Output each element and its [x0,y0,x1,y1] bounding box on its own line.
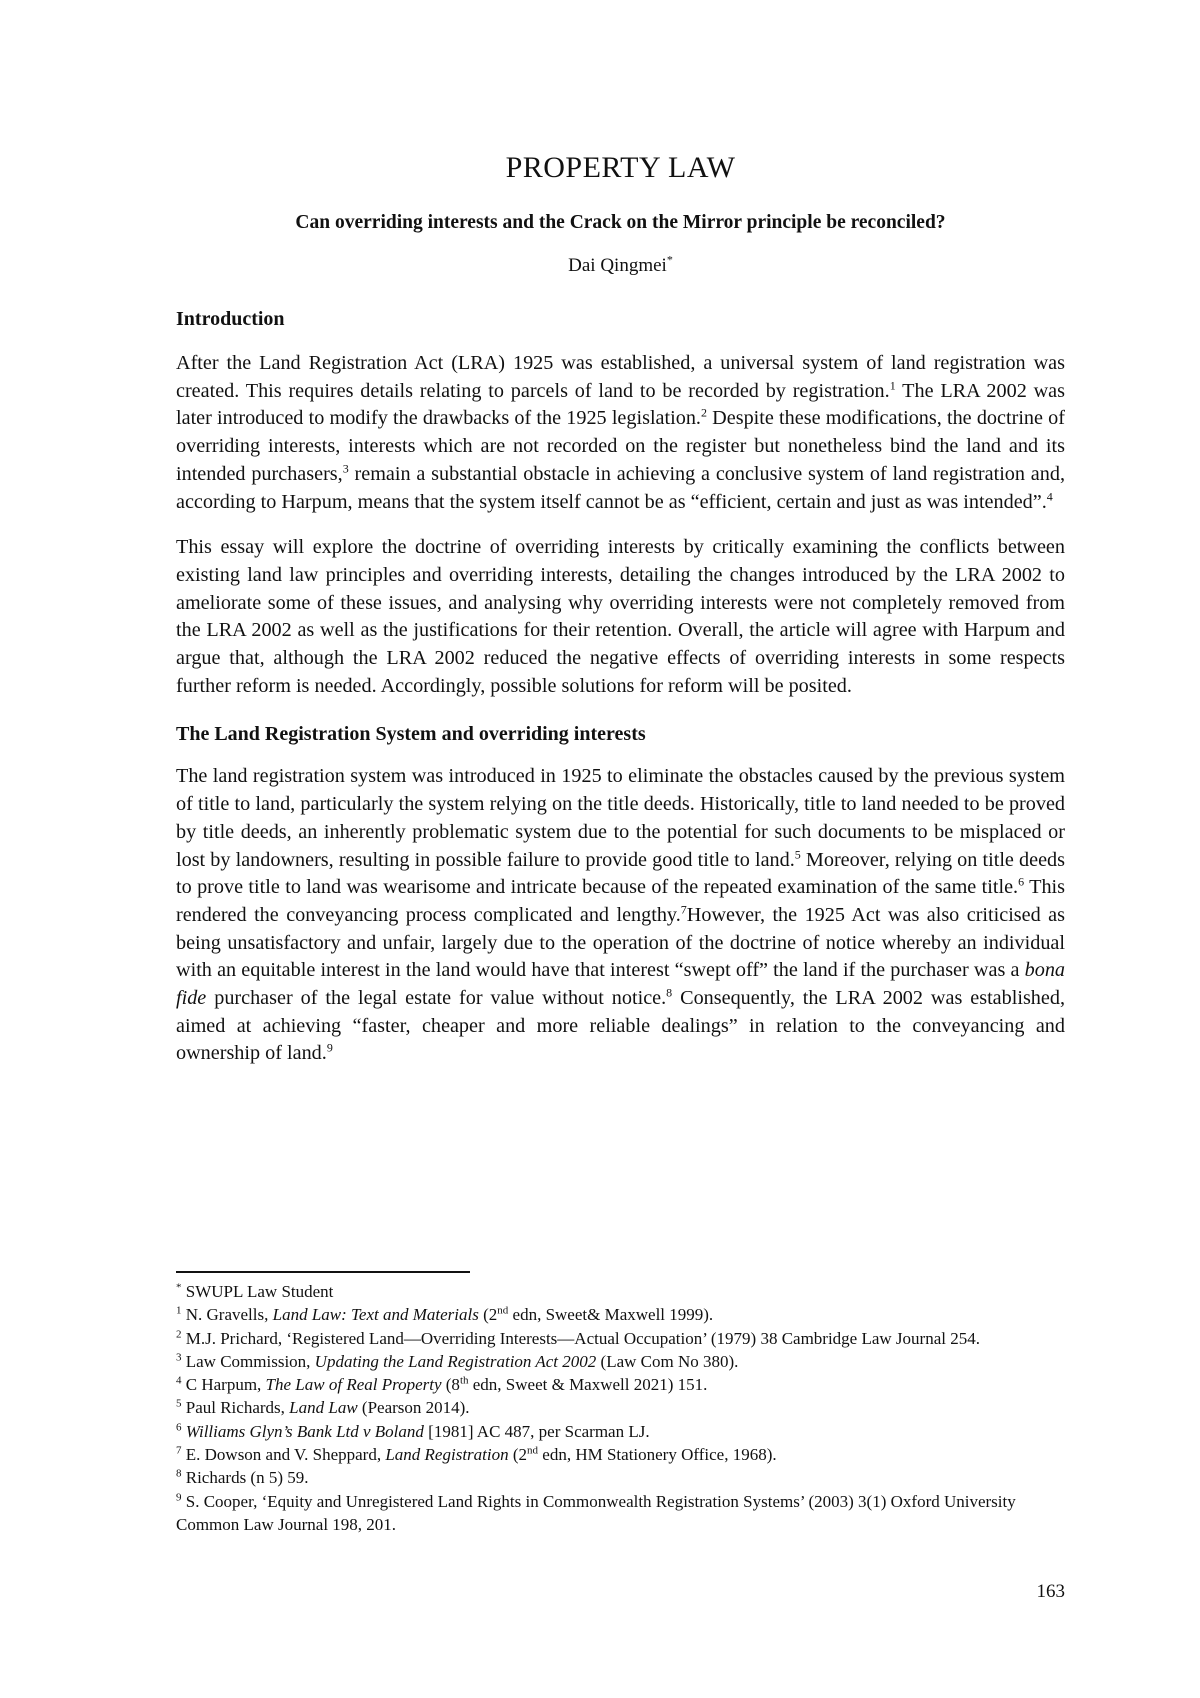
paragraph-intro-2: This essay will explore the doctrine of overriding interests by critically examining the conflicts between existing land law principles and overriding interests, detailing the changes introduced by the LRA 2002 to ameliorate some of these issues, and analysing why overriding interests were not completely removed from the LRA 2002 as well as the justifications for their retention. Overall, the article will agree with Harpum and argue that, although the LRA 2002 reduced the negative effects of overriding interests in some respects further reform is needed. Accordingly, possible solutions for reform will be posited. [176,536,1065,697]
footnote-item: * SWUPL Law Student [176,1281,334,1301]
footnote-item: $^8$ Richards (n 5) 59. [176,1467,309,1488]
footnote-item: $^2$ M.J. Prichard, ‘Registered Land—Overriding Interests—Actual Occupation’ (1979) 38 Cambridge Law Journal 254. [176,1327,980,1348]
paragraph-intro-1: After the Land Registration Act (LRA) 1925 was established, a universal system of land registration was created. This requires details relating to parcels of land to be recorded by registration.$^1$ The LRA 2002 was later introduced to modify the drawbacks of the 1925 legislation.$^2$ Despite these modifications, the doctrine of overriding interests, interests which are not recorded on the register but nonetheless bind the land and its intended purchasers,$^3$ remain a substantial obstacle in achieving a conclusive system of land registration and, according to Harpum, means that the system itself cannot be as “efficient, certain and just as was intended”.$^4$ [176,352,1065,513]
footnote-item: $^1$ N. Gravells, Land Law: Text and Materials (2nd edn, Sweet& Maxwell 1999). [176,1304,714,1325]
footnote-ref: 2 [700,405,707,420]
footnote-ref: 9 [326,1040,333,1055]
author-line [176,251,1065,281]
page-number: 163 [1036,1581,1065,1602]
footnote-ref: 3 [342,461,349,476]
page-title: PROPERTY LAW [505,151,736,184]
footnotes [176,1280,1065,1536]
author-name: Dai Qingmei [568,255,667,276]
section-heading-land-registration: The Land Registration System and overriding interests [176,723,646,746]
author-footnote-mark: * [666,252,673,267]
footnote-item: $^3$ Law Commission, Updating the Land Registration Act 2002 (Law Com No 380). [176,1351,739,1371]
footnote-ref: 7 [680,902,687,917]
footnote-item: $^7$ E. Dowson and V. Sheppard, Land Registration (2nd edn, HM Stationery Office, 1968). [176,1444,777,1465]
article-body [176,138,1065,1068]
footnote-ref: 4 [1046,488,1053,503]
article-subtitle: Can overriding interests and the Crack on the Mirror principle be reconciled? [295,212,946,233]
footnote-item: $^6$ Williams Glyn’s Bank Ltd v Boland [1981] AC 487, per Scarman LJ. [176,1421,650,1441]
footnote-item: $^4$ C Harpum, The Law of Real Property (8th edn, Sweet & Maxwell 2021) 151. [176,1374,708,1395]
footnote-ref: 5 [794,846,801,861]
paragraph-land-registration-1: The land registration system was introduced in 1925 to eliminate the obstacles caused by the previous system of title to land, particularly the system relying on the title deeds. Historically, title to land needed to be proved by title deeds, an inherently problematic system due to the potential for such documents to be misplaced or lost by landowners, resulting in possible failure to provide good title to land.$^5$ Moreover, relying on title deeds to prove title to land was wearisome and intricate because of the repeated examination of the same title.$^6$ This rendered the conveyancing process complicated and lengthy.$^7$However, the 1925 Act was also criticised as being unsatisfactory and unfair, largely due to the operation of the doctrine of notice whereby an individual with an equitable interest in the land would have that interest “swept off” the land if the purchaser was a bona fide purchaser of the legal estate for value without notice.$^8$ Consequently, the LRA 2002 was established, aimed at achieving “faster, cheaper and more reliable dealings” in relation to the conveyancing and ownership of land.$^9$ [176,765,1066,1065]
footnote-ref: 1 [889,377,896,392]
footnote-ref: 6 [1018,874,1025,889]
section-heading-introduction: Introduction [176,308,285,330]
footnote-separator [176,1271,470,1273]
footnote-item: $^5$ Paul Richards, Land Law (Pearson 2014). [176,1397,470,1418]
footnote-ref: 8 [666,985,673,1000]
footnote-item: $^9$ S. Cooper, ‘Equity and Unregistered Land Rights in Commonwealth Registration Systems’ (2003) 3(1) Oxford University Common Law Journal 198, 201. [176,1491,1016,1534]
